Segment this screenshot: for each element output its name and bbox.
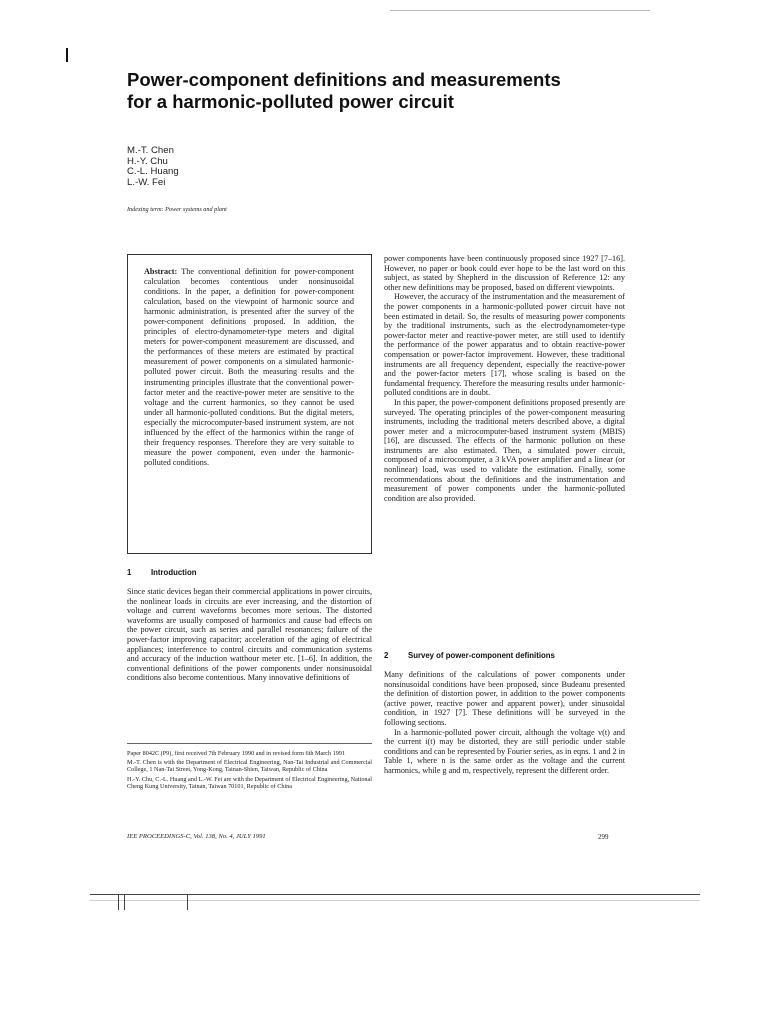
journal-citation: IEE PROCEEDINGS-C, Vol. 138, No. 4, JULY 1991 — [127, 833, 266, 840]
section-1-heading — [127, 568, 196, 577]
section-2-paragraph-2: In a harmonic-polluted power circuit, although the voltage v(t) and the current i(t) may be distorted, they are still periodic under stable conditions and can be represented by Fourier series, as in eqns. 1 and 2 in Table 1, where n is the same order as the voltage and the current harmonics, while g and m, respectively, represent the different order. — [384, 727, 626, 775]
scan-margin-mark — [66, 48, 68, 62]
section-2-paragraph-1: Many definitions of the calculations of power components under nonsinusoidal conditions have been proposed, since Budeanu presented the definition of distortion power, in addition to the power components (active power, reactive power and apparent power), under sinusoidal condition, in 1927 [7]. These definitions will be surveyed in the following sections. — [384, 670, 625, 727]
author-name: H.-Y. Chu — [127, 155, 168, 167]
intro-paragraph-2: However, the accuracy of the instrumentation and the measurement of the power components in a harmonic-polluted power circuit have not been estimated in detail. So, the results of measuring power components by the traditional instruments, such as the electrodynamometer-type power-factor meter and reactive-power meter, are still used to identify the performance of the power apparatus and to obtain reactive-power compensation or power-factor improvement. However, these traditional instruments are all frequency dependent, especially the reactive-power and the power-factor meters [17], whose scaling is based on the fundamental frequency. Therefore the measuring results under harmonic-polluted conditions are in doubt. — [384, 292, 625, 398]
indexing-terms: Indexing term: Power systems and plant — [127, 206, 227, 213]
scan-tick-mark — [187, 894, 188, 910]
footnote-rule — [127, 743, 372, 744]
section-1-title: Introduction — [151, 568, 197, 577]
page-number: 299 — [598, 833, 609, 841]
scan-bottom-rule — [90, 894, 700, 895]
right-column-intro — [384, 254, 625, 503]
author-name: C.-L. Huang — [127, 166, 179, 178]
section-2-title: Survey of power-component definitions — [408, 651, 555, 660]
title-line-1: Power-component definitions and measurements — [127, 69, 561, 90]
scan-tick-mark — [124, 894, 125, 910]
section-1-paragraph: Since static devices began their commercial applications in power circuits, the nonlinear loads in circuits are ever increasing, and the distortion of voltage and current waveforms becomes more serious. The distorted waveforms are usually composed of harmonics and cause bad effects on the power circuit, such as series and parallel resonances; failure of the power-factor improving capacitor; acceleration of the aging of electrical appliances; interference to control circuits and communication systems and accuracy of the induction watthour meter etc. [1–6]. In addition, the conventional definitions of the power components under nonsinusoidal conditions also become contentious. Many innovative definitions of — [127, 587, 372, 683]
scan-bottom-rule-faint — [90, 900, 700, 901]
section-2-number: 2 — [384, 651, 389, 660]
author-name: M.-T. Chen — [127, 145, 174, 156]
author-list — [127, 146, 179, 188]
footnote-affiliation-1: M.-T. Chen is with the Department of Electrical Engineering, Nan-Tai Industrial and Commercial College, 1 Nan-Tai Street, Yong-Kong, Tainan-Shien, Taiwan, Republic of China — [127, 759, 372, 774]
abstract-text — [144, 267, 354, 468]
section-1-number: 1 — [127, 568, 132, 577]
footnote-affiliation-2: H.-Y. Chu, C.-L. Huang and L.-W. Fei are with the Department of Electrical Engineering, National Cheng Kung University, Tainan, Taiwan 70101, Republic of China — [127, 775, 372, 790]
abstract-box — [127, 254, 372, 554]
intro-paragraph-3: In this paper, the power-component definitions proposed presently are surveyed. The operating principles of the power-component measuring instruments, including the traditional meters described above, a digital power meter and a microcomputer-based instrument system (MBIS) [16], are discussed. The effects of the harmonic pollution on these instruments are also estimated. Then, a simulated power circuit, composed of a microcomputer, a 3 kVA power amplifier and a linear (or nonlinear) load, was used to validate the estimation. Finally, some recommendations about the definitions and the instrumentation and measurement of power components under the harmonic-polluted condition are also provided. — [384, 397, 625, 503]
intro-paragraph-1: power components have been continuously proposed since 1927 [7–16]. However, no paper or book could ever hope to be the last word on this subject, as stated by Shepherd in the discussion of Reference 12: any other new definitions may be proposed, based on different viewpoints. — [384, 254, 625, 292]
author-name: L.-W. Fei — [127, 176, 166, 188]
scan-tick-mark — [118, 894, 119, 910]
paper-title — [127, 69, 647, 113]
footnotes — [127, 750, 372, 792]
title-line-2: for a harmonic-polluted power circuit — [127, 91, 454, 112]
section-1-body — [127, 587, 372, 683]
abstract-label: Abstract: — [144, 267, 178, 276]
abstract-body: The conventional definition for power-component calculation becomes contentious under nonsinusoidal conditions. In the paper, a definition for power-component calculation, based on the viewpoint of harmonic source and harmonic administration, is presented after the survey of the power-component definitions proposed. In addition, the principles of electro-dynamometer-type meters and digital meters for power-component measurement are discussed, and the performances of these meters are estimated by practical measurement of power components on a simulated harmonic-polluted power circuit. Both the measuring results and the instrumenting principles illustrate that the conventional power-factor meter and the reactive-power meter are sensitive to the voltage and the current harmonics, so they cannot be used under all harmonic-polluted conditions. But the digital meters, especially the microcomputer-based instrument system, are not influenced by the effect of the harmonics within the range of their frequency responses. Therefore they are very suitable to measure the power component, even under the harmonic-polluted conditions. — [144, 267, 354, 467]
section-2-body — [384, 670, 625, 776]
scan-top-rule — [390, 10, 650, 11]
footnote-received: Paper 8042C (P9), first received 7th February 1990 and in revised form 6th March 1991 — [127, 750, 346, 757]
section-2-heading — [384, 651, 555, 660]
